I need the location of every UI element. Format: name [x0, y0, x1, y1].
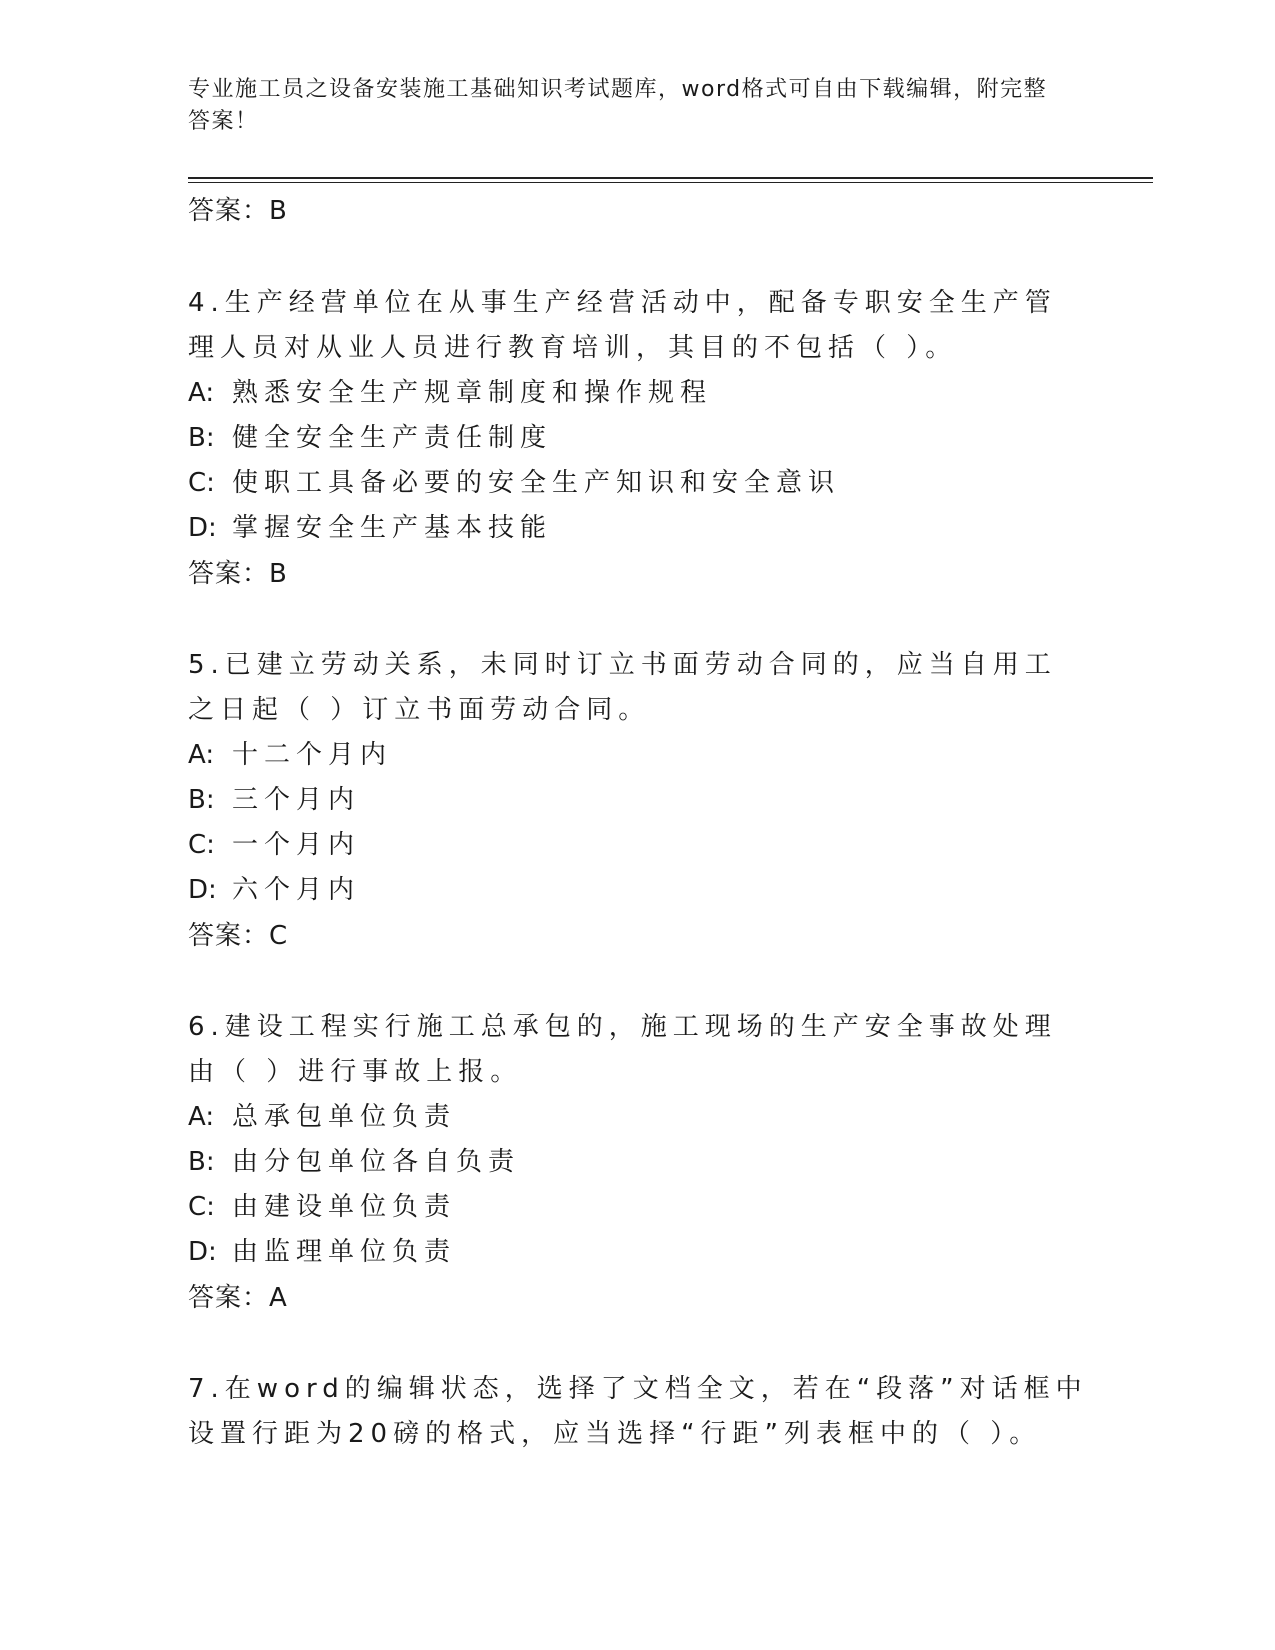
option-text: 总承包单位负责 — [232, 1102, 457, 1132]
option-a — [188, 1095, 1088, 1140]
question-answer: 答案：B — [188, 559, 288, 589]
option-a — [188, 371, 1088, 416]
option-text: 三个月内 — [232, 785, 361, 815]
option-letter: D: — [188, 875, 217, 905]
option-letter: D: — [188, 1237, 217, 1267]
document-body — [188, 188, 1088, 1457]
option-c — [188, 823, 1088, 868]
question-text: 4.生产经营单位在从事生产经营活动中，配备专职安全生产管理人员对从业人员进行教育培训，其目的不包括（ ）。 — [188, 288, 1057, 363]
option-c — [188, 1185, 1088, 1230]
option-b — [188, 1140, 1088, 1185]
option-c — [188, 461, 1088, 506]
option-d — [188, 868, 1088, 913]
option-b — [188, 778, 1088, 823]
option-text: 熟悉安全生产规章制度和操作规程 — [232, 378, 713, 408]
option-text: 掌握安全生产基本技能 — [232, 513, 553, 543]
question-text: 7.在word的编辑状态，选择了文档全文，若在“段落”对话框中设置行距为20磅的格式，应当选择“行距”列表框中的（ ）。 — [188, 1374, 1088, 1449]
option-letter: B: — [188, 1147, 215, 1177]
option-a — [188, 733, 1088, 778]
option-d — [188, 1230, 1088, 1275]
option-d — [188, 506, 1088, 551]
option-letter: A: — [188, 1102, 215, 1132]
question-7 — [188, 1367, 1088, 1457]
document-header: 专业施工员之设备安装施工基础知识考试题库，word格式可自由下载编辑，附完整答案！ — [188, 77, 1048, 134]
question-answer: 答案：C — [188, 921, 289, 951]
option-text: 由监理单位负责 — [232, 1237, 457, 1267]
option-letter: C: — [188, 1192, 215, 1222]
question-text: 5.已建立劳动关系，未同时订立书面劳动合同的，应当自用工之日起（ ）订立书面劳动合同。 — [188, 650, 1057, 725]
option-letter: B: — [188, 785, 215, 815]
option-text: 使职工具备必要的安全生产知识和安全意识 — [232, 468, 841, 498]
option-text: 一个月内 — [232, 830, 361, 860]
header-divider-thick — [188, 177, 1153, 179]
option-letter: D: — [188, 513, 217, 543]
header-divider-thin — [188, 182, 1153, 183]
option-text: 由建设单位负责 — [232, 1192, 457, 1222]
option-letter: A: — [188, 378, 215, 408]
question-5 — [188, 643, 1088, 959]
option-text: 六个月内 — [232, 875, 361, 905]
option-b — [188, 416, 1088, 461]
option-letter: A: — [188, 740, 215, 770]
option-text: 十二个月内 — [232, 740, 393, 770]
question-text: 6.建设工程实行施工总承包的，施工现场的生产安全事故处理由（ ）进行事故上报。 — [188, 1012, 1057, 1087]
option-letter: C: — [188, 830, 215, 860]
question-6 — [188, 1005, 1088, 1321]
option-letter: B: — [188, 423, 215, 453]
option-text: 健全安全生产责任制度 — [232, 423, 553, 453]
option-letter: C: — [188, 468, 215, 498]
question-4 — [188, 281, 1088, 597]
question-answer: 答案：A — [188, 1283, 288, 1313]
option-text: 由分包单位各自负责 — [232, 1147, 521, 1177]
previous-answer: 答案：B — [188, 196, 288, 226]
